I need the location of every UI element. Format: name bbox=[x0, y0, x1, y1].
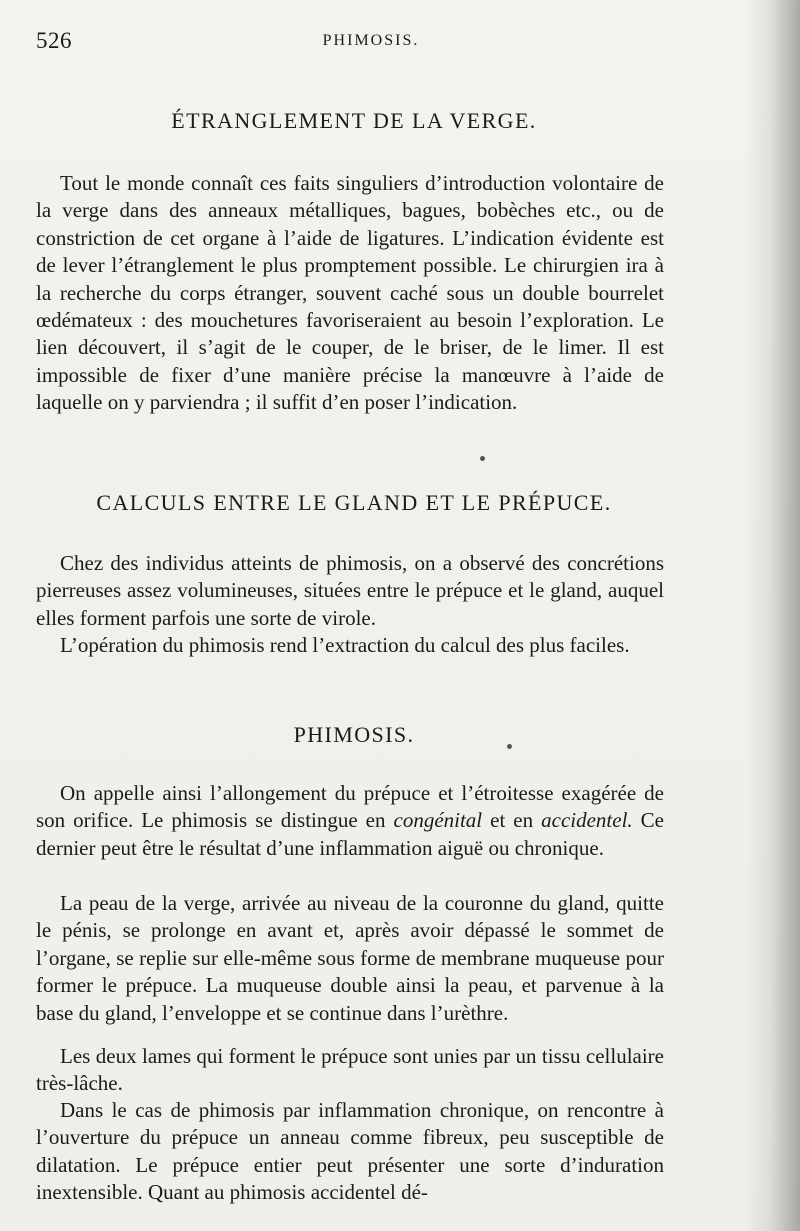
section-heading-etranglement: ÉTRANGLEMENT DE LA VERGE. bbox=[171, 108, 537, 133]
running-head bbox=[36, 28, 756, 58]
paragraph-phimosis-definition bbox=[36, 780, 664, 862]
ink-speck bbox=[480, 456, 485, 461]
section-heading-calculs: CALCULS ENTRE LE GLAND ET LE PRÉPUCE. bbox=[96, 490, 612, 515]
term-accidentel: accidentel. bbox=[541, 808, 633, 833]
page-number: 526 bbox=[36, 28, 72, 53]
paragraph-calculs-2: L’opération du phimosis rend l’extraction du calcul des plus faciles. bbox=[60, 633, 630, 657]
running-title: PHIMOSIS. bbox=[322, 32, 420, 49]
paragraph-etranglement: Tout le monde connaît ces faits singuliers d’introduction volontaire de la verge dans des anneaux métalliques, bagues, bobèches etc., ou de constriction de cet organe à l’aide de ligatures. L’indication évidente est de lever l’étranglement le plus promptement possible. Le chirurgien ira à la recherche du corps étranger, souvent caché sous un double bourrelet œdémateux : des mouchetures favoriseraient au besoin l’exploration. Le lien découvert, il s’agit de le couper, de le briser, de le limer. Il est impossible de fixer d’une manière précise la manœuvre à l’aide de laquelle on y parviendra ; il suffit d’en poser l’indication. bbox=[36, 171, 664, 415]
ink-speck bbox=[507, 744, 512, 749]
paragraph-calculs-1: Chez des individus atteints de phimosis, on a observé des concrétions pierreuses assez volumineuses, situées entre le prépuce et le gland, auquel elles forment parfois une sorte de virole. bbox=[36, 551, 664, 630]
definition-text-end: Ce dernier peut être le résultat d’une inflammation aiguë ou chronique. bbox=[36, 808, 664, 860]
paragraph-phimosis-anatomy: La peau de la verge, arrivée au niveau de la couronne du gland, quitte le pénis, se prolonge en avant et, après avoir dépassé le sommet de l’organe, se replie sur elle-même sous forme de membrane muqueuse pour former le prépuce. La muqueuse double ainsi la peau, et parvenue à la base du gland, l’enveloppe et se continue dans l’urèthre. bbox=[36, 891, 664, 1025]
paragraph-phimosis-inflammation: Dans le cas de phimosis par inflammation chronique, on rencontre à l’ouverture du prépuce un anneau comme fibreux, peu susceptible de dilatation. Le prépuce entier peut présenter une sorte d’induration inextensible. Quant au phimosis accidentel dé- bbox=[36, 1098, 664, 1205]
definition-text-middle: et en bbox=[482, 808, 542, 833]
definition-text-start: On appelle ainsi l’allongement du prépuce et l’étroitesse exagérée de son orifice. Le phimosis se distingue en bbox=[36, 781, 664, 833]
paragraph-phimosis-lames: Les deux lames qui forment le prépuce sont unies par un tissu cellulaire très-lâche. bbox=[36, 1044, 664, 1096]
section-heading-phimosis: PHIMOSIS. bbox=[293, 722, 415, 747]
term-congenital: congénital bbox=[393, 808, 483, 833]
